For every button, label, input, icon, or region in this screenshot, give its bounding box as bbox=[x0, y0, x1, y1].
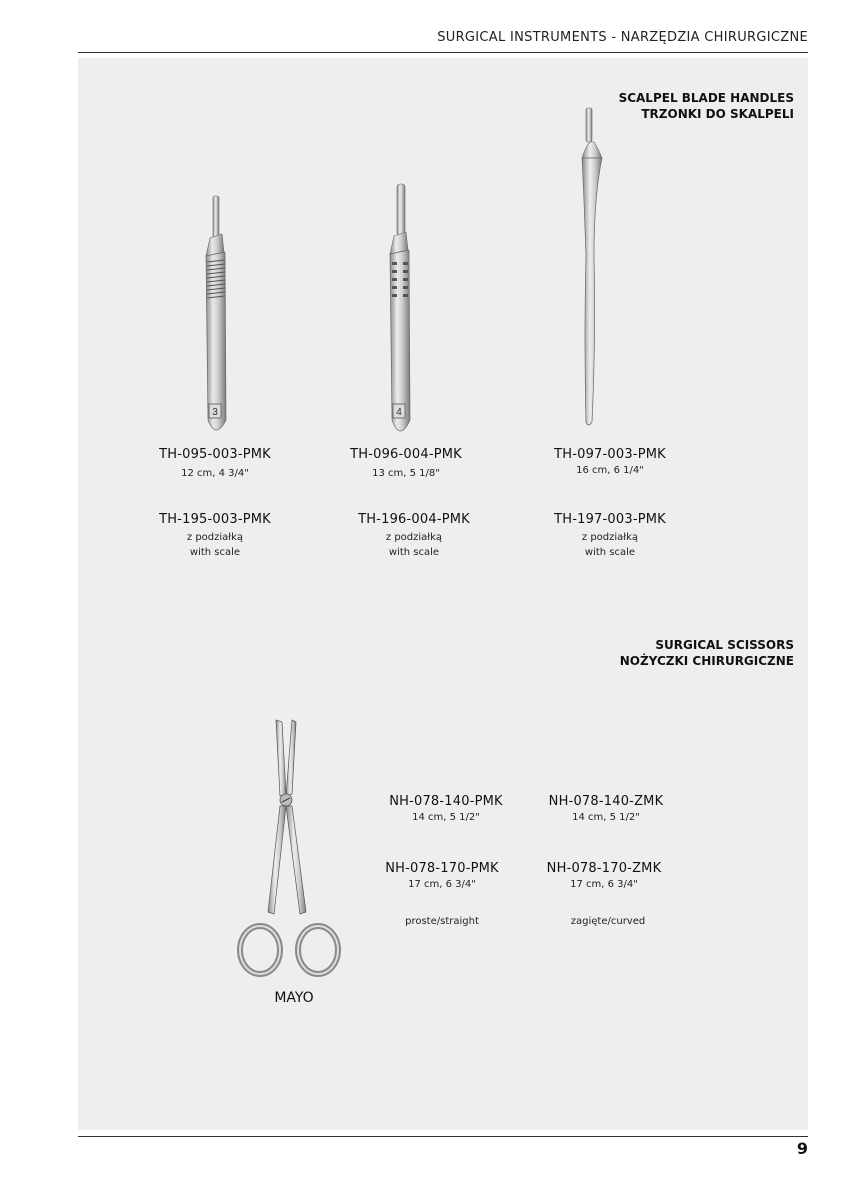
scale-note-pl-th-196: z podziałką bbox=[385, 532, 443, 543]
section-title-scissors-en: SURGICAL SCISSORS bbox=[655, 638, 794, 652]
product-code-nh-078-140-pmk: NH-078-140-PMK bbox=[389, 794, 503, 809]
section-title-scissors-pl: NOŻYCZKI CHIRURGICZNE bbox=[619, 654, 794, 668]
section-title-scalpel-en: SCALPEL BLADE HANDLES bbox=[618, 91, 794, 105]
product-code-th-097: TH-097-003-PMK bbox=[554, 447, 666, 462]
mayo-scissors-image bbox=[234, 714, 344, 984]
scissors-name-mayo: MAYO bbox=[274, 990, 314, 1006]
straight-label: proste/straight bbox=[405, 916, 479, 927]
product-code-nh-078-170-zmk: NH-078-170-ZMK bbox=[546, 861, 662, 876]
product-code-nh-078-140-zmk: NH-078-140-ZMK bbox=[548, 794, 664, 809]
scalpel-handle-long-image bbox=[572, 106, 612, 430]
product-size-nh-078-140-zmk: 14 cm, 5 1/2" bbox=[572, 812, 640, 823]
page-header-title: SURGICAL INSTRUMENTS - NARZĘDZIA CHIRURGICZNE bbox=[437, 30, 808, 45]
scale-note-en-th-195: with scale bbox=[189, 547, 241, 558]
header-rule bbox=[78, 52, 808, 53]
product-code-th-096: TH-096-004-PMK bbox=[350, 447, 462, 462]
scale-note-pl-th-195: z podziałką bbox=[186, 532, 244, 543]
product-size-th-095: 12 cm, 4 3/4" bbox=[181, 468, 249, 479]
section-title-scalpel bbox=[619, 90, 794, 122]
scale-note-en-th-197: with scale bbox=[584, 547, 636, 558]
product-code-th-095: TH-095-003-PMK bbox=[159, 447, 271, 462]
curved-label: zagięte/curved bbox=[570, 916, 646, 927]
handle-number-4: 4 bbox=[396, 407, 402, 418]
product-size-nh-078-140-pmk: 14 cm, 5 1/2" bbox=[412, 812, 480, 823]
product-code-th-197: TH-197-003-PMK bbox=[554, 512, 666, 527]
product-code-nh-078-170-pmk: NH-078-170-PMK bbox=[385, 861, 499, 876]
product-size-th-096: 13 cm, 5 1/8" bbox=[372, 468, 440, 479]
handle-number-3: 3 bbox=[212, 407, 218, 418]
product-code-th-196: TH-196-004-PMK bbox=[358, 512, 470, 527]
product-size-th-097: 16 cm, 6 1/4" bbox=[576, 465, 644, 476]
section-title-scissors bbox=[620, 637, 794, 669]
scale-note-pl-th-197: z podziałką bbox=[581, 532, 639, 543]
product-code-th-195: TH-195-003-PMK bbox=[159, 512, 271, 527]
product-size-nh-078-170-zmk: 17 cm, 6 3/4" bbox=[570, 879, 638, 890]
section-title-scalpel-pl: TRZONKI DO SKALPELI bbox=[641, 107, 794, 121]
page-number: 9 bbox=[796, 1139, 808, 1158]
footer-rule bbox=[78, 1136, 808, 1137]
scale-note-en-th-196: with scale bbox=[388, 547, 440, 558]
scalpel-handle-3-image bbox=[196, 190, 240, 440]
product-size-nh-078-170-pmk: 17 cm, 6 3/4" bbox=[408, 879, 476, 890]
scalpel-handle-4-image bbox=[378, 180, 422, 442]
content-panel bbox=[78, 58, 808, 1130]
